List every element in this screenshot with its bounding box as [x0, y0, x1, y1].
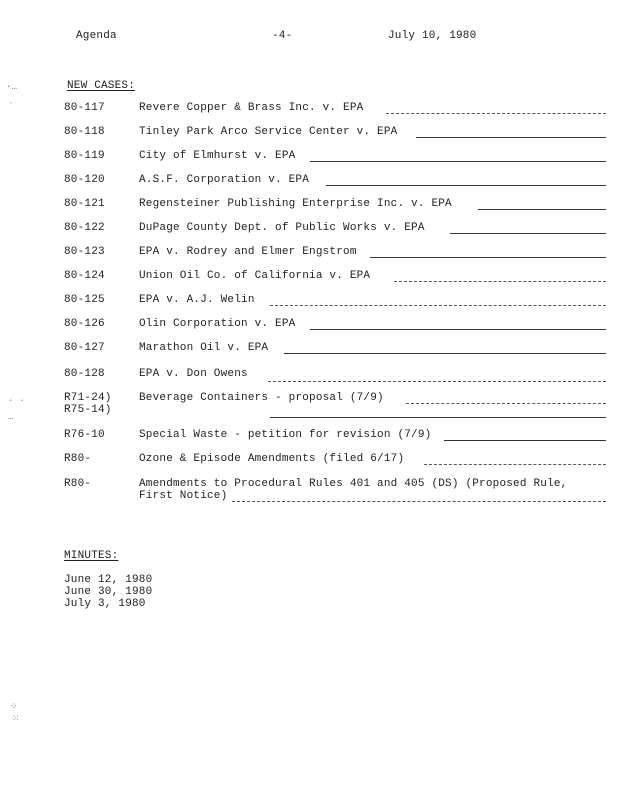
scan-speck: ·… — [6, 82, 18, 92]
scan-speck: … — [8, 412, 14, 422]
case-title: EPA v. A.J. Welin — [139, 294, 255, 306]
case-title: DuPage County Dept. of Public Works v. EPA — [139, 222, 425, 234]
case-title: Union Oil Co. of California v. EPA — [139, 270, 371, 282]
signature-line — [268, 381, 606, 382]
page-number: -4- — [272, 30, 293, 42]
minutes-date: June 12, 1980 — [64, 574, 153, 586]
scan-speck: ⁙ — [12, 714, 20, 724]
signature-line — [284, 353, 606, 354]
case-number: R71-24) R75-14) — [64, 392, 112, 416]
case-number: 80-123 — [64, 246, 105, 258]
case-number: 80-128 — [64, 368, 105, 380]
case-title: Marathon Oil v. EPA — [139, 342, 269, 354]
case-title: Revere Copper & Brass Inc. v. EPA — [139, 102, 364, 114]
case-title: Regensteiner Publishing Enterprise Inc. v. EPA — [139, 198, 452, 210]
scan-speck: ⁘ — [10, 702, 18, 712]
signature-line — [386, 113, 606, 114]
case-number: 80-127 — [64, 342, 105, 354]
case-number: 80-122 — [64, 222, 105, 234]
case-row — [0, 222, 618, 236]
case-title: Tinley Park Arco Service Center v. EPA — [139, 126, 398, 138]
case-title: Olin Corporation v. EPA — [139, 318, 296, 330]
case-title: A.S.F. Corporation v. EPA — [139, 174, 310, 186]
header-date: July 10, 1980 — [388, 30, 477, 42]
scan-speck: ` — [8, 102, 14, 112]
case-row — [0, 318, 618, 332]
case-number: R80- — [64, 478, 92, 490]
signature-line — [370, 257, 606, 258]
signature-line — [416, 137, 606, 138]
case-row — [0, 270, 618, 284]
case-row — [0, 198, 618, 212]
case-row — [0, 246, 618, 260]
signature-line — [444, 440, 606, 441]
signature-line — [406, 403, 606, 404]
signature-line — [450, 233, 606, 234]
case-title: Beverage Containers - proposal (7/9) — [139, 392, 384, 404]
signature-line — [310, 161, 606, 162]
case-number: 80-118 — [64, 126, 105, 138]
case-title: City of Elmhurst v. EPA — [139, 150, 296, 162]
case-row — [0, 429, 618, 443]
signature-line — [326, 185, 606, 186]
case-number: 80-120 — [64, 174, 105, 186]
signature-line — [270, 417, 606, 418]
case-number: 80-119 — [64, 150, 105, 162]
case-row — [0, 294, 618, 308]
case-number: 80-121 — [64, 198, 105, 210]
case-row — [0, 478, 618, 504]
case-row — [0, 392, 618, 418]
case-row — [0, 342, 618, 356]
case-row — [0, 126, 618, 140]
case-row — [0, 102, 618, 116]
case-number: 80-125 — [64, 294, 105, 306]
case-number: 80-124 — [64, 270, 105, 282]
case-title: EPA v. Rodrey and Elmer Engstrom — [139, 246, 357, 258]
signature-line — [270, 305, 606, 306]
case-row — [0, 174, 618, 188]
minutes-heading: MINUTES: — [64, 550, 119, 562]
case-number: R80- — [64, 453, 92, 465]
case-number: 80-117 — [64, 102, 105, 114]
signature-line — [232, 501, 606, 502]
minutes-date: June 30, 1980 — [64, 586, 153, 598]
case-title: Amendments to Procedural Rules 401 and 405 (DS) (Proposed Rule, — [139, 478, 568, 490]
signature-line — [478, 209, 606, 210]
minutes-date: July 3, 1980 — [64, 598, 146, 610]
case-row — [0, 453, 618, 467]
case-row — [0, 368, 618, 382]
case-title: Special Waste - petition for revision (7/9) — [139, 429, 432, 441]
new-cases-heading: NEW CASES: — [67, 80, 136, 92]
case-number: R76-10 — [64, 429, 105, 441]
signature-line — [394, 281, 606, 282]
scan-speck: · · — [8, 396, 25, 406]
case-number: 80-126 — [64, 318, 105, 330]
case-row — [0, 150, 618, 164]
case-title-continued: First Notice) — [139, 490, 228, 502]
signature-line — [424, 464, 606, 465]
case-title: EPA v. Don Owens — [139, 368, 248, 380]
signature-line — [310, 329, 606, 330]
case-title: Ozone & Episode Amendments (filed 6/17) — [139, 453, 405, 465]
header-agenda-label: Agenda — [76, 30, 117, 42]
